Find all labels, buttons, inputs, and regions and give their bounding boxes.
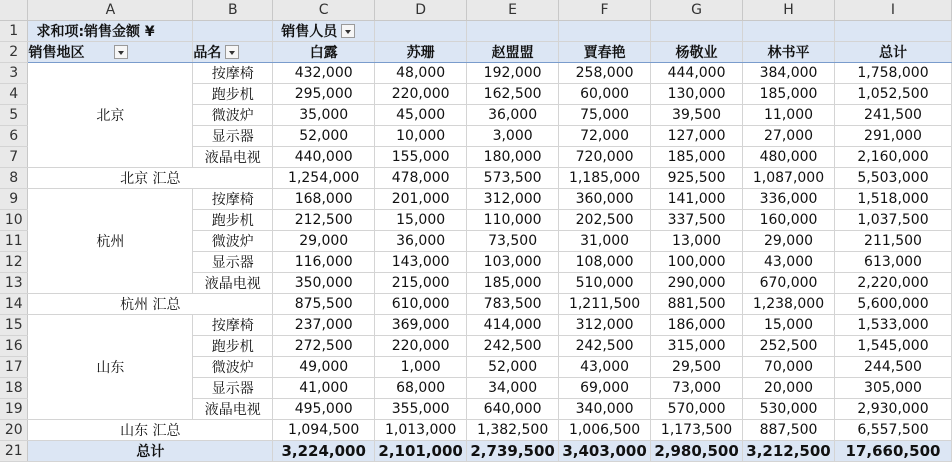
value-cell[interactable]: 69,000 (559, 377, 651, 398)
value-cell[interactable]: 384,000 (743, 62, 835, 83)
value-cell[interactable]: 185,000 (467, 272, 559, 293)
value-cell[interactable]: 155,000 (375, 146, 467, 167)
value-cell[interactable]: 27,000 (743, 125, 835, 146)
value-cell[interactable]: 510,000 (559, 272, 651, 293)
value-cell[interactable]: 192,000 (467, 62, 559, 83)
value-cell[interactable]: 36,000 (375, 230, 467, 251)
product-label[interactable]: 显示器 (193, 251, 273, 272)
value-cell[interactable]: 10,000 (375, 125, 467, 146)
value-cell[interactable]: 3,000 (467, 125, 559, 146)
column-header-I[interactable]: I (835, 0, 952, 20)
value-cell[interactable]: 100,000 (651, 251, 743, 272)
region-label[interactable]: 山东 (28, 314, 193, 419)
value-cell[interactable]: 440,000 (273, 146, 375, 167)
value-cell[interactable]: 2,160,000 (835, 146, 952, 167)
subtotal-cell[interactable]: 887,500 (743, 419, 835, 440)
value-cell[interactable]: 15,000 (743, 314, 835, 335)
value-cell[interactable]: 1,000 (375, 356, 467, 377)
value-cell[interactable]: 244,500 (835, 356, 952, 377)
value-cell[interactable]: 39,500 (651, 104, 743, 125)
select-all-corner[interactable] (0, 0, 28, 20)
value-cell[interactable]: 211,500 (835, 230, 952, 251)
row-header-7[interactable]: 7 (0, 146, 28, 167)
row-header-1[interactable]: 1 (0, 20, 28, 41)
value-cell[interactable]: 52,000 (273, 125, 375, 146)
product-label[interactable]: 显示器 (193, 377, 273, 398)
row-header-9[interactable]: 9 (0, 188, 28, 209)
value-cell[interactable]: 312,000 (559, 314, 651, 335)
product-filter-dropdown-icon[interactable] (225, 45, 239, 59)
subtotal-cell[interactable]: 1,094,500 (273, 419, 375, 440)
value-cell[interactable]: 185,000 (743, 83, 835, 104)
value-cell[interactable]: 360,000 (559, 188, 651, 209)
grand-total-cell[interactable]: 3,212,500 (743, 440, 835, 461)
value-cell[interactable]: 1,545,000 (835, 335, 952, 356)
value-cell[interactable]: 73,500 (467, 230, 559, 251)
pivot-header-blank[interactable] (559, 20, 651, 41)
value-cell[interactable]: 237,000 (273, 314, 375, 335)
value-cell[interactable]: 43,000 (743, 251, 835, 272)
region-filter-dropdown-icon[interactable] (114, 45, 128, 59)
value-cell[interactable]: 1,037,500 (835, 209, 952, 230)
subtotal-cell[interactable]: 925,500 (651, 167, 743, 188)
value-cell[interactable]: 108,000 (559, 251, 651, 272)
subtotal-cell[interactable]: 1,382,500 (467, 419, 559, 440)
grand-total-cell[interactable]: 2,101,000 (375, 440, 467, 461)
subtotal-cell[interactable]: 881,500 (651, 293, 743, 314)
value-cell[interactable]: 141,000 (651, 188, 743, 209)
value-cell[interactable]: 103,000 (467, 251, 559, 272)
column-header-E[interactable]: E (467, 0, 559, 20)
subtotal-cell[interactable]: 5,503,000 (835, 167, 952, 188)
value-cell[interactable]: 34,000 (467, 377, 559, 398)
product-label[interactable]: 跑步机 (193, 209, 273, 230)
value-cell[interactable]: 49,000 (273, 356, 375, 377)
value-cell[interactable]: 312,000 (467, 188, 559, 209)
person-header[interactable]: 总计 (835, 41, 952, 62)
value-cell[interactable]: 20,000 (743, 377, 835, 398)
product-label[interactable]: 显示器 (193, 125, 273, 146)
pivot-header-blank[interactable] (375, 20, 467, 41)
value-cell[interactable]: 11,000 (743, 104, 835, 125)
row-header-20[interactable]: 20 (0, 419, 28, 440)
value-cell[interactable]: 220,000 (375, 335, 467, 356)
value-cell[interactable]: 315,000 (651, 335, 743, 356)
row-header-15[interactable]: 15 (0, 314, 28, 335)
row-header-3[interactable]: 3 (0, 62, 28, 83)
row-header-17[interactable]: 17 (0, 356, 28, 377)
value-cell[interactable]: 2,220,000 (835, 272, 952, 293)
value-cell[interactable]: 186,000 (651, 314, 743, 335)
row-header-18[interactable]: 18 (0, 377, 28, 398)
subtotal-cell[interactable]: 1,006,500 (559, 419, 651, 440)
subtotal-cell[interactable]: 1,238,000 (743, 293, 835, 314)
product-label[interactable]: 跑步机 (193, 83, 273, 104)
subtotal-cell[interactable]: 478,000 (375, 167, 467, 188)
product-field-label: 品名 (193, 44, 222, 61)
value-cell[interactable]: 180,000 (467, 146, 559, 167)
product-label[interactable]: 微波炉 (193, 104, 273, 125)
value-cell[interactable]: 29,000 (273, 230, 375, 251)
value-cell[interactable]: 444,000 (651, 62, 743, 83)
value-cell[interactable]: 29,000 (743, 230, 835, 251)
value-cell[interactable]: 185,000 (651, 146, 743, 167)
row-header-21[interactable]: 21 (0, 440, 28, 461)
value-cell[interactable]: 202,500 (559, 209, 651, 230)
subtotal-cell[interactable]: 1,173,500 (651, 419, 743, 440)
value-cell[interactable]: 290,000 (651, 272, 743, 293)
value-cell[interactable]: 70,000 (743, 356, 835, 377)
row-header-5[interactable]: 5 (0, 104, 28, 125)
pivot-header-blank[interactable] (193, 20, 273, 41)
value-cell[interactable]: 75,000 (559, 104, 651, 125)
column-header-D[interactable]: D (375, 0, 467, 20)
row-header-13[interactable]: 13 (0, 272, 28, 293)
value-cell[interactable]: 220,000 (375, 83, 467, 104)
product-label[interactable]: 液晶电视 (193, 272, 273, 293)
value-cell[interactable]: 1,052,500 (835, 83, 952, 104)
value-cell[interactable]: 355,000 (375, 398, 467, 419)
row-header-10[interactable]: 10 (0, 209, 28, 230)
pivot-column-field[interactable] (273, 20, 375, 41)
value-cell[interactable]: 291,000 (835, 125, 952, 146)
value-cell[interactable]: 1,518,000 (835, 188, 952, 209)
value-cell[interactable]: 295,000 (273, 83, 375, 104)
row-header-4[interactable]: 4 (0, 83, 28, 104)
region-subtotal-label[interactable]: 山东 汇总 (28, 419, 273, 440)
product-label[interactable]: 液晶电视 (193, 398, 273, 419)
value-cell[interactable]: 143,000 (375, 251, 467, 272)
value-cell[interactable]: 2,930,000 (835, 398, 952, 419)
pivot-header-blank[interactable] (467, 20, 559, 41)
person-header[interactable]: 苏珊 (375, 41, 467, 62)
column-header-G[interactable]: G (651, 0, 743, 20)
value-cell[interactable]: 670,000 (743, 272, 835, 293)
column-filter-dropdown-icon[interactable] (341, 24, 355, 38)
subtotal-cell[interactable]: 1,211,500 (559, 293, 651, 314)
value-cell[interactable]: 242,500 (467, 335, 559, 356)
column-field-label: 销售人员 (281, 23, 338, 40)
value-cell[interactable]: 72,000 (559, 125, 651, 146)
value-cell[interactable]: 162,500 (467, 83, 559, 104)
value-cell[interactable]: 215,000 (375, 272, 467, 293)
product-label[interactable]: 液晶电视 (193, 146, 273, 167)
value-cell[interactable]: 48,000 (375, 62, 467, 83)
subtotal-cell[interactable]: 610,000 (375, 293, 467, 314)
grand-total-cell[interactable]: 3,224,000 (273, 440, 375, 461)
person-header[interactable]: 白露 (273, 41, 375, 62)
product-label[interactable]: 按摩椅 (193, 314, 273, 335)
subtotal-cell[interactable]: 6,557,500 (835, 419, 952, 440)
subtotal-cell[interactable]: 1,087,000 (743, 167, 835, 188)
grand-total-cell[interactable]: 2,980,500 (651, 440, 743, 461)
value-cell[interactable]: 116,000 (273, 251, 375, 272)
pivot-header-blank[interactable] (835, 20, 952, 41)
person-header[interactable]: 賈春艳 (559, 41, 651, 62)
value-cell[interactable]: 495,000 (273, 398, 375, 419)
row-header-16[interactable]: 16 (0, 335, 28, 356)
value-cell[interactable]: 160,000 (743, 209, 835, 230)
person-header[interactable]: 林书平 (743, 41, 835, 62)
value-cell[interactable]: 60,000 (559, 83, 651, 104)
value-cell[interactable]: 43,000 (559, 356, 651, 377)
value-cell[interactable]: 52,000 (467, 356, 559, 377)
value-cell[interactable]: 720,000 (559, 146, 651, 167)
value-cell[interactable]: 212,500 (273, 209, 375, 230)
subtotal-cell[interactable]: 1,254,000 (273, 167, 375, 188)
value-cell[interactable]: 29,500 (651, 356, 743, 377)
value-cell[interactable]: 35,000 (273, 104, 375, 125)
pivot-header-blank[interactable] (651, 20, 743, 41)
value-cell[interactable]: 272,500 (273, 335, 375, 356)
subtotal-cell[interactable]: 573,500 (467, 167, 559, 188)
product-label[interactable]: 按摩椅 (193, 188, 273, 209)
column-header-F[interactable]: F (559, 0, 651, 20)
value-cell[interactable]: 369,000 (375, 314, 467, 335)
value-cell[interactable]: 168,000 (273, 188, 375, 209)
column-header-C[interactable]: C (273, 0, 375, 20)
value-cell[interactable]: 336,000 (743, 188, 835, 209)
region-label[interactable]: 杭州 (28, 188, 193, 293)
region-field-label: 销售地区 (28, 44, 85, 61)
product-label[interactable]: 微波炉 (193, 356, 273, 377)
value-cell[interactable]: 68,000 (375, 377, 467, 398)
value-cell[interactable]: 350,000 (273, 272, 375, 293)
grand-total-label[interactable]: 总计 (28, 440, 273, 461)
value-cell[interactable]: 241,500 (835, 104, 952, 125)
row-header-2[interactable]: 2 (0, 41, 28, 62)
row-header-11[interactable]: 11 (0, 230, 28, 251)
value-cell[interactable]: 252,500 (743, 335, 835, 356)
value-cell[interactable]: 110,000 (467, 209, 559, 230)
value-cell[interactable]: 15,000 (375, 209, 467, 230)
pivot-header-blank[interactable] (743, 20, 835, 41)
grand-total-cell[interactable]: 2,739,500 (467, 440, 559, 461)
value-cell[interactable]: 432,000 (273, 62, 375, 83)
value-cell[interactable]: 530,000 (743, 398, 835, 419)
grand-total-cell[interactable]: 3,403,000 (559, 440, 651, 461)
value-cell[interactable]: 13,000 (651, 230, 743, 251)
value-cell[interactable]: 201,000 (375, 188, 467, 209)
row-header-19[interactable]: 19 (0, 398, 28, 419)
value-cell[interactable]: 45,000 (375, 104, 467, 125)
value-cell[interactable]: 73,000 (651, 377, 743, 398)
value-cell[interactable]: 258,000 (559, 62, 651, 83)
value-cell[interactable]: 414,000 (467, 314, 559, 335)
pivot-row-field-product[interactable] (193, 41, 273, 62)
subtotal-cell[interactable]: 5,600,000 (835, 293, 952, 314)
column-header-A[interactable]: A (28, 0, 193, 20)
value-cell[interactable]: 130,000 (651, 83, 743, 104)
row-header-6[interactable]: 6 (0, 125, 28, 146)
value-cell[interactable]: 41,000 (273, 377, 375, 398)
row-header-14[interactable]: 14 (0, 293, 28, 314)
value-cell[interactable]: 242,500 (559, 335, 651, 356)
row-header-8[interactable]: 8 (0, 167, 28, 188)
subtotal-cell[interactable]: 1,013,000 (375, 419, 467, 440)
subtotal-cell[interactable]: 783,500 (467, 293, 559, 314)
value-cell[interactable]: 337,500 (651, 209, 743, 230)
value-cell[interactable]: 613,000 (835, 251, 952, 272)
value-cell[interactable]: 640,000 (467, 398, 559, 419)
person-header[interactable]: 赵盟盟 (467, 41, 559, 62)
region-subtotal-label[interactable]: 杭州 汇总 (28, 293, 273, 314)
column-header-B[interactable]: B (193, 0, 273, 20)
product-label[interactable]: 微波炉 (193, 230, 273, 251)
value-cell[interactable]: 1,758,000 (835, 62, 952, 83)
person-header[interactable]: 杨敬业 (651, 41, 743, 62)
value-cell[interactable]: 36,000 (467, 104, 559, 125)
row-header-12[interactable]: 12 (0, 251, 28, 272)
subtotal-cell[interactable]: 1,185,000 (559, 167, 651, 188)
column-header-H[interactable]: H (743, 0, 835, 20)
region-label[interactable]: 北京 (28, 62, 193, 167)
value-cell[interactable]: 305,000 (835, 377, 952, 398)
product-label[interactable]: 跑步机 (193, 335, 273, 356)
subtotal-cell[interactable]: 875,500 (273, 293, 375, 314)
pivot-value-field-label[interactable]: 求和项:销售金额 ¥ (28, 20, 193, 41)
value-cell[interactable]: 570,000 (651, 398, 743, 419)
value-cell[interactable]: 127,000 (651, 125, 743, 146)
value-cell[interactable]: 31,000 (559, 230, 651, 251)
product-label[interactable]: 按摩椅 (193, 62, 273, 83)
value-cell[interactable]: 1,533,000 (835, 314, 952, 335)
value-cell[interactable]: 480,000 (743, 146, 835, 167)
pivot-row-field-region[interactable] (28, 41, 193, 62)
value-cell[interactable]: 340,000 (559, 398, 651, 419)
region-subtotal-label[interactable]: 北京 汇总 (28, 167, 273, 188)
grand-total-cell[interactable]: 17,660,500 (835, 440, 952, 461)
